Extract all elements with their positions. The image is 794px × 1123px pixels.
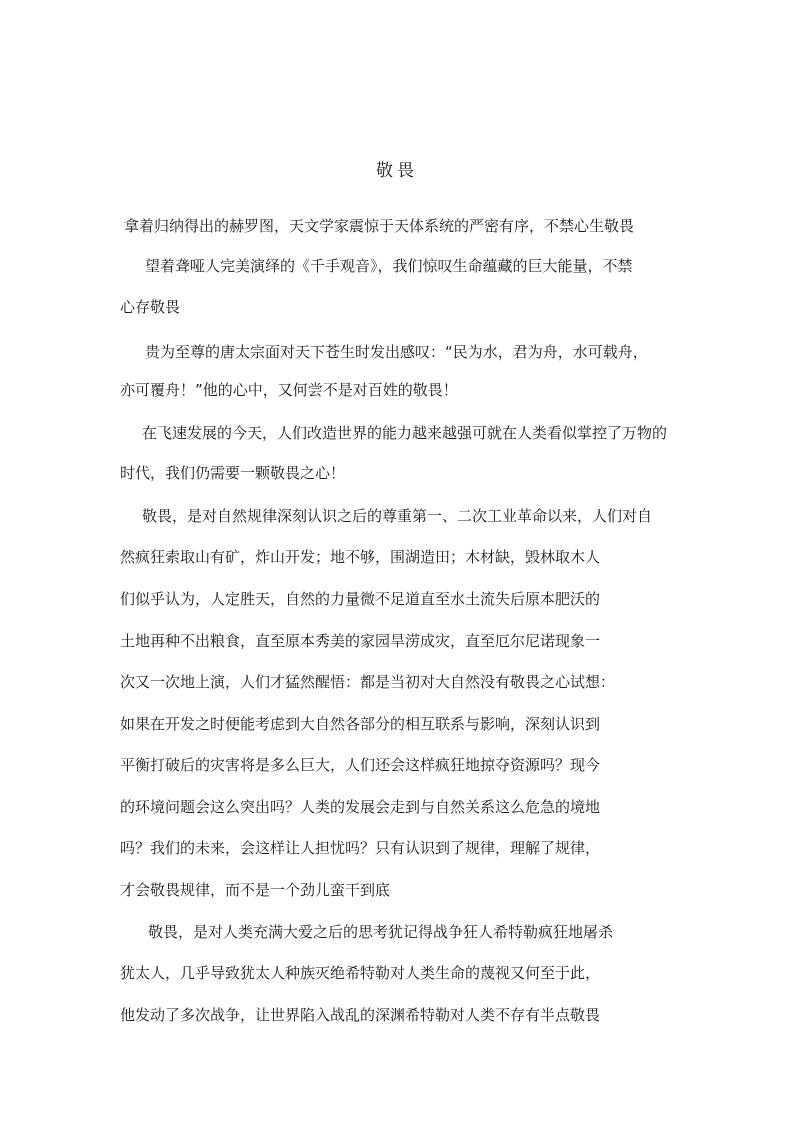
paragraph-line: 拿着归纳得出的赫罗图，天文学家震惊于天体系统的严密有序，不禁心生敬畏 xyxy=(124,217,635,235)
paragraph-line: 敬畏，是对人类充满大爱之后的思考犹记得战争狂人希特勒疯狂地屠杀 xyxy=(148,923,614,941)
paragraph-line: 如果在开发之时便能考虑到大自然各部分的相互联系与影响，深刻认识到 xyxy=(120,715,601,733)
paragraph-line: 才会敬畏规律，而不是一个劲儿蛮干到底 xyxy=(120,881,391,899)
paragraph-line: 贵为至尊的唐太宗面对天下苍生时发出感叹：“民为水，君为舟，水可载舟， xyxy=(145,343,648,361)
paragraph-line: 们似乎认为，人定胜天，自然的力量微不足道直至水土流失后原本肥沃的 xyxy=(120,590,601,608)
paragraph-line: 平衡打破后的灾害将是多么巨大，人们还会这样疯狂地掠夺资源吗？现今 xyxy=(120,756,601,774)
document-title: 敬畏 xyxy=(376,161,418,181)
paragraph-line: 然疯狂索取山有矿，炸山开发；地不够，围湖造田；木材缺，毁林取木人 xyxy=(120,548,601,566)
paragraph-line: 在飞速发展的今天，人们改造世界的能力越来越强可就在人类看似掌控了万物的 xyxy=(142,424,668,442)
paragraph-line: 时代，我们仍需要一颗敬畏之心！ xyxy=(120,464,346,482)
paragraph-line: 吗？我们的未来，会这样让人担忧吗？只有认识到了规律，理解了规律， xyxy=(120,839,601,857)
paragraph-line: 亦可覆舟！”他的心中，又何尝不是对百姓的敬畏！ xyxy=(120,381,458,399)
paragraph-line: 次又一次地上演，人们才猛然醒悟：都是当初对大自然没有敬畏之心试想： xyxy=(120,673,616,691)
paragraph-line: 的环境问题会这么突出吗？人类的发展会走到与自然关系这么危急的境地 xyxy=(120,798,601,816)
paragraph-line: 土地再种不出粮食，直至原本秀美的家园旱涝成灾，直至厄尔尼诺现象一 xyxy=(120,632,601,650)
paragraph-line: 心存敬畏 xyxy=(120,298,181,316)
paragraph-line: 望着聋哑人完美演绎的《千手观音》，我们惊叹生命蕴藏的巨大能量，不禁 xyxy=(145,257,633,275)
paragraph-line: 他发动了多次战争，让世界陷入战乱的深渊希特勒对人类不存有半点敬畏 xyxy=(120,1006,601,1024)
paragraph-line: 犹太人，几乎导致犹太人种族灭绝希特勒对人类生命的蔑视又何至于此， xyxy=(120,964,601,982)
paragraph-line: 敬畏，是对自然规律深刻认识之后的尊重第一、二次工业革命以来，人们对自 xyxy=(142,507,653,525)
